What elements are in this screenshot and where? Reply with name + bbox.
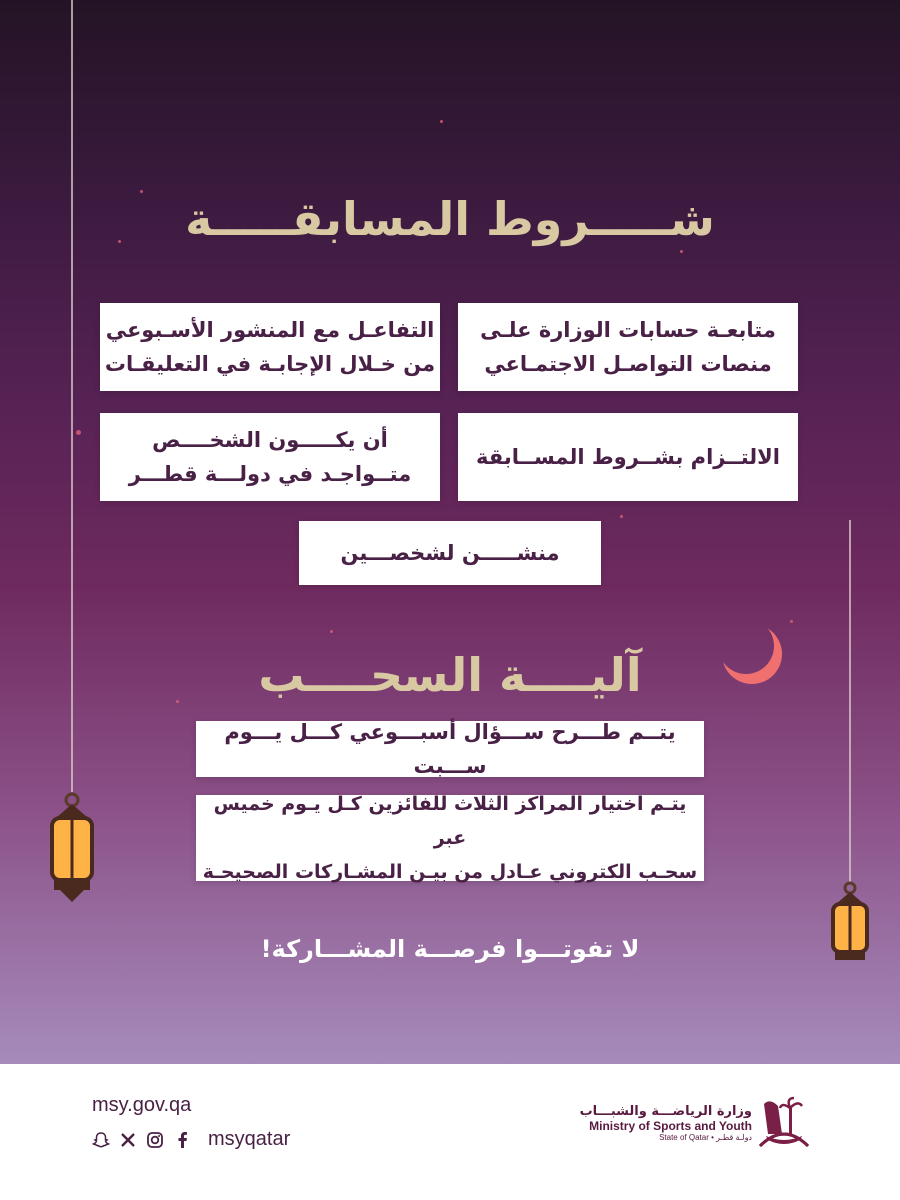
state-of-qatar: State of Qatar • دولـة قطـر xyxy=(659,1133,752,1142)
card-line: أن يكـــــون الشخــــص xyxy=(152,428,388,452)
star xyxy=(680,250,683,253)
social-links xyxy=(92,1128,290,1151)
x-icon[interactable] xyxy=(119,1131,137,1149)
condition-card xyxy=(299,521,601,585)
draw-card xyxy=(196,795,704,881)
star xyxy=(790,620,793,623)
snapchat-icon[interactable] xyxy=(92,1131,110,1149)
ministry-wordmark xyxy=(580,1104,752,1142)
star xyxy=(620,515,623,518)
star xyxy=(330,630,333,633)
contest-conditions-title: شـــــروط المسابقـــــة xyxy=(185,192,715,246)
qatar-emblem-icon xyxy=(756,1094,812,1158)
card-line: التفاعـل مع المنشور الأسـبوعي xyxy=(105,318,435,342)
condition-card xyxy=(458,413,798,501)
website-link[interactable]: msy.gov.qa xyxy=(92,1094,192,1116)
facebook-icon[interactable] xyxy=(173,1131,191,1149)
instagram-icon[interactable] xyxy=(146,1131,164,1149)
footer xyxy=(0,1064,900,1200)
ministry-name-en: Ministry of Sports and Youth xyxy=(589,1119,752,1133)
closing-message: لا تفوتـــوا فرصـــة المشـــاركة! xyxy=(260,935,640,963)
lantern-right-icon xyxy=(825,0,875,968)
card-line: سحـب الكتروني عـادل من بيـن المشـاركات الصحيحـة xyxy=(202,861,698,883)
condition-card xyxy=(458,303,798,391)
ministry-name-ar: وزارة الرياضـــة والشبـــاب xyxy=(579,1104,752,1119)
condition-card xyxy=(100,413,440,501)
draw-mechanism-title: آليــــة السحــــب xyxy=(258,648,642,702)
card-line: متابعـة حسابات الوزارة علـى xyxy=(480,318,776,342)
card-line: الالتــزام بشــروط المســابقة xyxy=(476,445,780,469)
card-line: يتــم طـــرح ســـؤال أسبـــوعي كـــل يـــوم ســـبت xyxy=(224,720,676,778)
card-line: متــواجـد في دولـــة قطـــر xyxy=(128,462,412,486)
card-line: من خـلال الإجابـة في التعليقـات xyxy=(104,352,436,376)
card-line: يتـم اختيار المراكز الثلاث للفائزين كـل يـوم خميس عبر xyxy=(213,793,687,849)
lantern-left-icon xyxy=(42,0,102,905)
card-line: منشـــــن لشخصـــين xyxy=(340,541,560,565)
card-line: منصات التواصـل الاجتمـاعي xyxy=(484,352,772,376)
social-handle: msyqatar xyxy=(208,1128,291,1150)
star xyxy=(440,120,443,123)
draw-card xyxy=(196,721,704,777)
condition-card xyxy=(100,303,440,391)
